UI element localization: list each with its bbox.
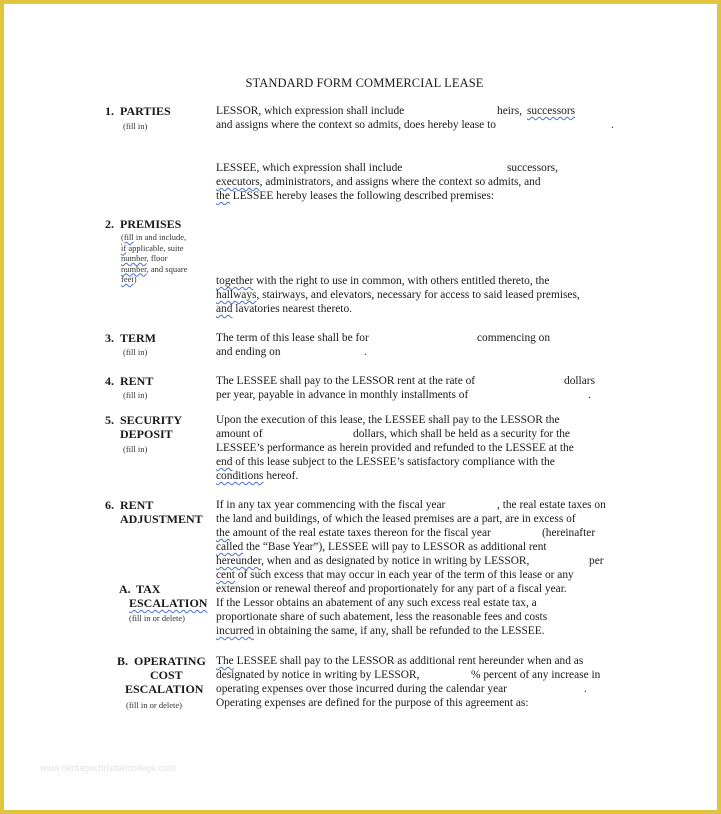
- adjustment-line-7: extension or renewal thereof and proportionately for any part of a fiscal year.: [216, 583, 567, 595]
- premises-line-3: and lavatories nearest thereto.: [216, 303, 352, 315]
- rent-line-1: The LESSEE shall pay to the LESSOR rent at the rate of dollars: [216, 375, 596, 387]
- subsection-b-note: (fill in or delete): [126, 700, 182, 710]
- section-1-number: 1.: [105, 104, 114, 118]
- parties-line-4: executors, administrators, and assigns where the context so admits, and: [216, 176, 541, 188]
- premises-line-1: together with the right to use in common, with others entitled thereto, the: [216, 275, 550, 287]
- section-1-heading: PARTIES: [120, 104, 171, 118]
- document-title: STANDARD FORM COMMERCIAL LEASE: [245, 76, 484, 90]
- adjustment-line-1: If in any tax year commencing with the fiscal year , the real estate taxes on: [216, 499, 606, 511]
- adjustment-line-4: called the “Base Year”), LESSEE will pay to LESSOR as additional rent: [216, 541, 547, 553]
- section-4-heading: RENT: [120, 374, 154, 388]
- section-1-note: (fill in): [123, 121, 148, 131]
- section-3-heading: TERM: [120, 331, 156, 345]
- section-3-note: (fill in): [123, 347, 148, 357]
- subsection-b-heading-1: OPERATING: [134, 654, 206, 668]
- term-line-2: and ending on .: [216, 346, 367, 358]
- security-line-1: Upon the execution of this lease, the LESSEE shall pay to the LESSOR the: [216, 414, 560, 426]
- tax-line-3: incurred in obtaining the same, if any, shall be refunded to the LESSEE.: [216, 625, 545, 637]
- security-line-2: amount of dollars, which shall be held as a security for the: [216, 428, 570, 440]
- section-4-number: 4.: [105, 374, 114, 388]
- section-5-heading-1: SECURITY: [120, 413, 183, 427]
- rent-line-2: per year, payable in advance in monthly installments of .: [216, 389, 591, 401]
- subsection-a-heading-2: ESCALATION: [129, 596, 208, 610]
- subsection-a-label: A.: [119, 582, 131, 596]
- adjustment-line-6: cent of such excess that may occur in each year of the term of this lease or any: [216, 569, 574, 581]
- section-2-heading: PREMISES: [120, 217, 182, 231]
- adjustment-line-5: hereunder, when and as designated by notice in writing by LESSOR, per: [216, 555, 604, 567]
- section-3-number: 3.: [105, 331, 114, 345]
- parties-line-5: the LESSEE hereby leases the following described premises:: [216, 190, 495, 202]
- section-2-number: 2.: [105, 217, 114, 231]
- parties-line-2: and assigns where the context so admits, does hereby lease to .: [216, 119, 614, 131]
- subsection-b-heading-2: COST: [150, 668, 183, 682]
- section-5-number: 5.: [105, 413, 114, 427]
- parties-line-3: LESSEE, which expression shall include successors,: [216, 162, 558, 174]
- premises-line-2: hallways, stairways, and elevators, necessary for access to said leased premises,: [216, 289, 580, 301]
- section-6-heading-1: RENT: [120, 498, 154, 512]
- security-line-3: LESSEE’s performance as herein provided and refunded to the LESSEE at the: [216, 442, 574, 454]
- document-page: [4, 4, 717, 810]
- section-5-note: (fill in): [123, 444, 148, 454]
- section-6-heading-2: ADJUSTMENT: [120, 512, 203, 526]
- tax-line-2: proportionate share of such abatement, less the reasonable fees and costs: [216, 611, 548, 623]
- term-line-1: The term of this lease shall be for commencing on: [216, 332, 551, 344]
- section-5-heading-2: DEPOSIT: [120, 427, 173, 441]
- subsection-b-heading-3: ESCALATION: [125, 682, 204, 696]
- section-2-note: (fill in and include, if applicable, suite number, floor number, and square feet): [121, 232, 188, 284]
- watermark: www.heritagechristiancollege.com: [40, 763, 176, 773]
- subsection-a-heading-1: TAX: [136, 582, 161, 596]
- subsection-b-label: B.: [117, 654, 129, 668]
- adjustment-line-2: the land and buildings, of which the leased premises are a part, are in excess of: [216, 513, 576, 525]
- security-line-4: end of this lease subject to the LESSEE’s satisfactory compliance with the: [216, 456, 555, 468]
- tax-line-1: If the Lessor obtains an abatement of any such excess real estate tax, a: [216, 597, 537, 609]
- security-line-5: conditions hereof.: [216, 470, 299, 482]
- operating-line-2: designated by notice in writing by LESSOR, % percent of any increase in: [216, 669, 601, 681]
- section-6-number: 6.: [105, 498, 114, 512]
- subsection-a-note: (fill in or delete): [129, 613, 185, 623]
- section-4-note: (fill in): [123, 390, 148, 400]
- parties-line-1: LESSOR, which expression shall include heirs, successors: [216, 105, 576, 117]
- adjustment-line-3: the amount of the real estate taxes thereon for the fiscal year (hereinafter: [216, 527, 596, 539]
- operating-line-3: operating expenses over those incurred during the calendar year .: [216, 683, 587, 695]
- operating-line-4: Operating expenses are defined for the purpose of this agreement as:: [216, 697, 529, 709]
- operating-line-1: The LESSEE shall pay to the LESSOR as additional rent hereunder when and as: [216, 655, 584, 667]
